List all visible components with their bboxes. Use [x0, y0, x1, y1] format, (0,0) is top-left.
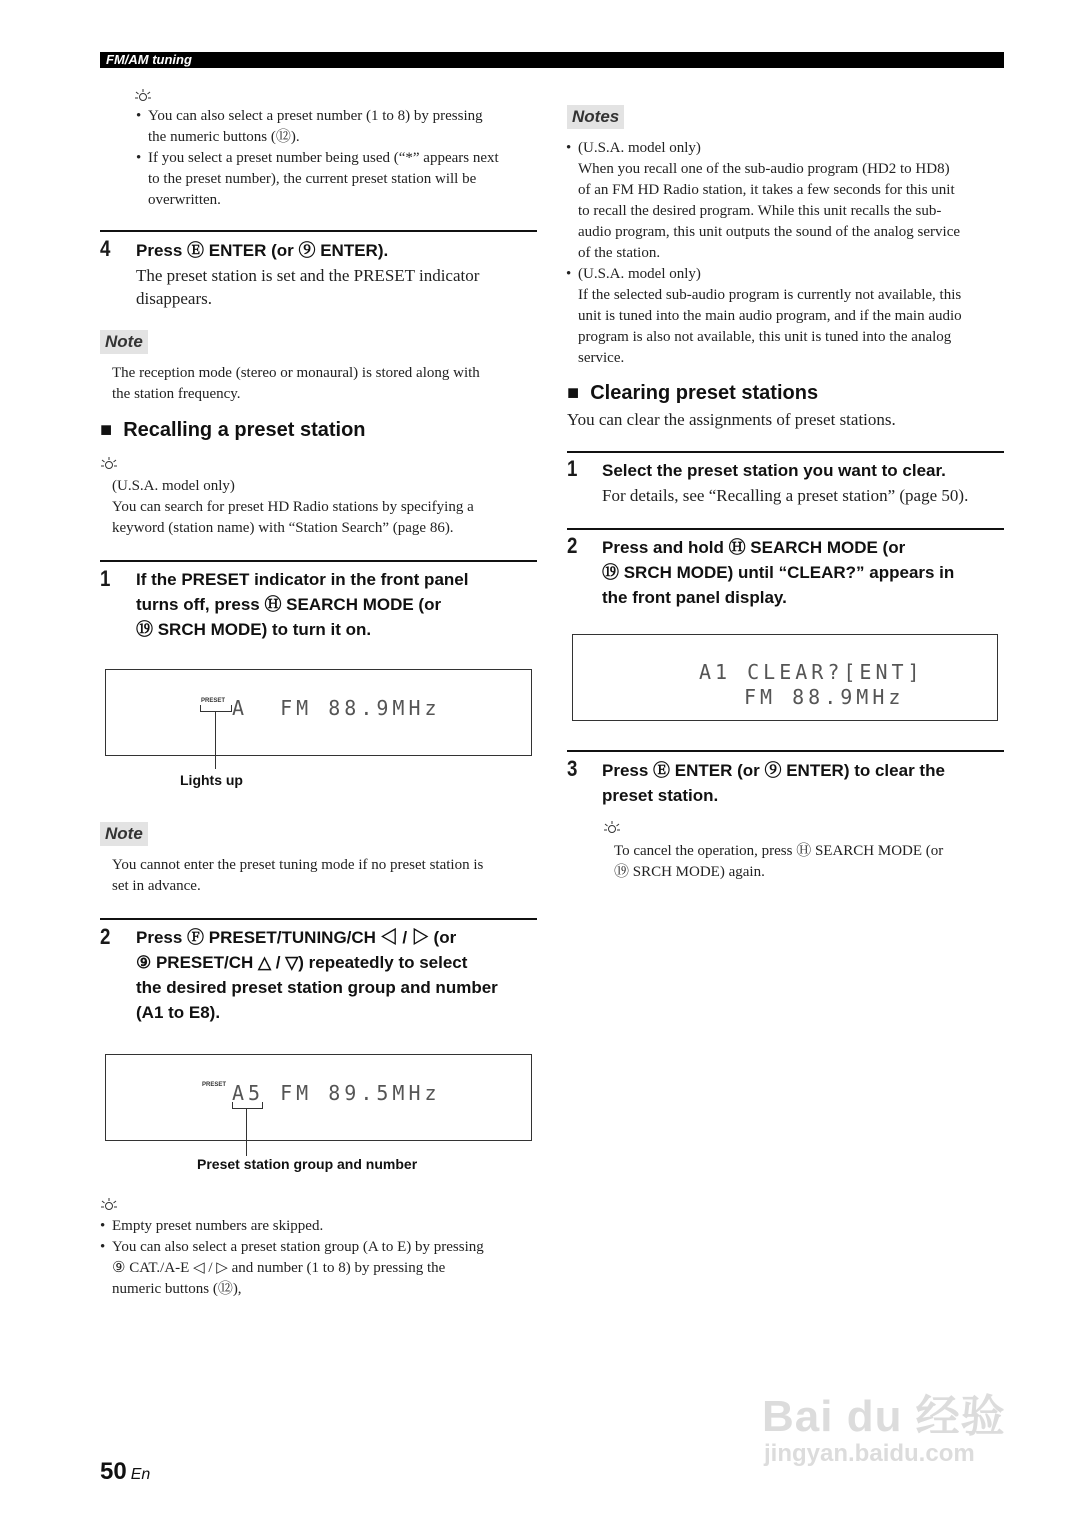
step-instructions: Press and hold Ⓗ SEARCH MODE (or ⑲ SRCH MODE) until “CLEAR?” appears in the front panel display. [602, 538, 955, 607]
tip-text-4: To cancel the operation, press Ⓗ SEARCH MODE (or ⑲ SRCH MODE) again. [614, 843, 944, 880]
step-body: The preset station is set and the PRESET indicator disappears. [136, 266, 480, 308]
display-caption: Lights up [180, 772, 243, 788]
note-label: Note [100, 330, 148, 354]
lightbulb-tip-icon [100, 456, 118, 477]
indicator-bracket [200, 705, 232, 712]
section-heading-clear: ■ Clearing preset stations [567, 382, 819, 404]
step-title: Select the preset station you want to clear. [602, 461, 946, 480]
lightbulb-tip-icon [603, 820, 621, 841]
step-divider [100, 560, 537, 562]
watermark-url: jingyan.baidu.com [764, 1440, 975, 1467]
watermark-brand: Bai du 经验 [762, 1392, 1006, 1441]
step-divider [100, 230, 537, 232]
step-divider [567, 451, 1004, 453]
step-divider [567, 750, 1004, 752]
section-intro: You can clear the assignments of preset stations. [567, 410, 896, 429]
section-heading-recall: ■ Recalling a preset station [100, 419, 366, 441]
step-title: Press Ⓔ ENTER (or ⑨ ENTER). [136, 241, 389, 260]
display-caption: Preset station group and number [197, 1156, 418, 1172]
tip-item: • Empty preset numbers are skipped. [100, 1216, 540, 1237]
page-number: 50 En [100, 1458, 151, 1485]
step-instructions: Press Ⓔ ENTER (or ⑨ ENTER) to clear the preset station. [602, 761, 945, 805]
tip-list-1 [136, 106, 541, 211]
lightbulb-tip-icon [100, 1197, 118, 1218]
step-number: 1 [567, 456, 578, 481]
note-label: Note [100, 822, 148, 846]
note-item: • (U.S.A. model only) If the selected sub-audio program is currently not available, this unit is tuned into the main audio program, and if the main audio program is also not available, this unit is tuned into the analog service. [566, 264, 1006, 369]
tip-item: • You can also select a preset station group (A to E) by pressing ⑨ CAT./A-E ◁ / ▷ and number (1 to 8) by pressing the numeric buttons (⑫), [100, 1237, 540, 1300]
note-text: You cannot enter the preset tuning mode if no preset station is set in advance. [112, 857, 484, 894]
step-number: 2 [100, 924, 111, 949]
section-header-title: FM/AM tuning [106, 52, 192, 67]
display-text: A FM 88.9MHz [232, 696, 441, 720]
step-body: For details, see “Recalling a preset station” (page 50). [602, 486, 969, 505]
step-divider [567, 528, 1004, 530]
display-line-2: FM 88.9MHz [744, 685, 905, 709]
preset-indicator: PRESET [201, 698, 226, 704]
step-number: 2 [567, 533, 578, 558]
group-number-bracket [232, 1102, 263, 1109]
callout-line [246, 1108, 247, 1156]
step-instructions: Press Ⓕ PRESET/TUNING/CH ◁ / ▷ (or ⑨ PRESET/CH △ / ▽) repeatedly to select the desired preset station group and number (A1 to E8). [136, 928, 498, 1022]
notes-label: Notes [567, 105, 624, 129]
callout-line [215, 711, 216, 769]
tip-item: • If you select a preset number being used (“*” appears next to the preset number), the current preset station will be overwritten. [136, 148, 541, 211]
step-number: 4 [100, 236, 111, 261]
step-instructions: If the PRESET indicator in the front panel turns off, press Ⓗ SEARCH MODE (or ⑲ SRCH MODE) to turn it on. [136, 570, 469, 639]
preset-indicator: PRESET [202, 1082, 227, 1088]
display-text: A5 FM 89.5MHz [232, 1081, 441, 1105]
note-text: The reception mode (stereo or monaural) is stored along with the station frequency. [112, 365, 480, 402]
tip-item: • You can also select a preset number (1 to 8) by pressing the numeric buttons (⑫). [136, 106, 541, 148]
step-divider [100, 918, 537, 920]
tip-list-3 [100, 1216, 540, 1300]
display-line-1: A1 CLEAR?[ENT] [699, 660, 924, 684]
section-header-bar [100, 52, 1004, 68]
note-item: • (U.S.A. model only) When you recall one of the sub-audio program (HD2 to HD8) of an FM HD Radio station, it takes a few seconds for this unit to recall the desired program. While this unit recalls the sub- audio program, this unit outputs the sound of the analog service of the station. [566, 138, 1006, 264]
step-number: 3 [567, 756, 578, 781]
notes-list [566, 138, 1006, 369]
step-number: 1 [100, 566, 111, 591]
tip-text-2: (U.S.A. model only) You can search for preset HD Radio stations by specifying a keyword (station name) with “Station Search” (page 86). [112, 478, 474, 536]
